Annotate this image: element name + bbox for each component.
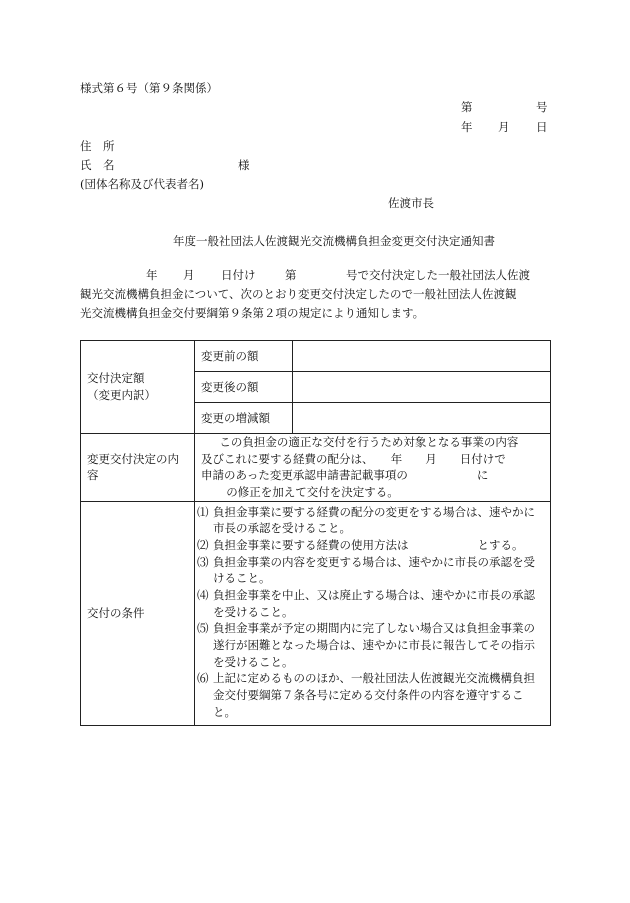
condition-text: 負担金事業に要する経費の使用方法は とする。 — [213, 538, 524, 553]
doc-number-gou: 号 — [536, 100, 548, 114]
diff-amount-value — [293, 403, 551, 434]
condition-item — [197, 587, 544, 620]
body-date: 日付け — [221, 268, 256, 282]
after-amount-value — [293, 372, 551, 403]
conditions-list — [197, 504, 544, 721]
amount-sublabel: （変更内訳） — [87, 388, 156, 402]
condition-item — [197, 620, 544, 670]
content-line: 申請のあった変更承認申請書記載事項の に — [201, 468, 489, 483]
content-line: この負担金の適正な交付を行うため対象となる事業の内容 — [219, 435, 519, 449]
date-day: 日 — [536, 120, 548, 134]
body-line3: 光交流機構負担金交付要綱第９条第２項の規定により通知します。 — [80, 306, 425, 320]
after-amount-label: 変更後の額 — [195, 372, 293, 403]
body-year: 年 — [146, 268, 158, 282]
condition-text: 負担金事業に要する経費の配分の変更をする場合は、速やかに市長の承認を受けること。 — [213, 504, 535, 536]
condition-text: 負担金事業の内容を変更する場合は、速やかに市長の承認を受けること。 — [213, 554, 535, 586]
condition-item — [197, 504, 544, 537]
condition-text: 負担金事業が予定の期間内に完了しない場合又は負担金事業の遂行が困難となった場合は、速やかに市長に報告してその指示を受けること。 — [213, 621, 535, 669]
condition-item — [197, 670, 544, 720]
date-month: 月 — [498, 120, 510, 134]
condition-number: ⑷ — [197, 588, 209, 603]
organization-note: (団体名称及び代表者名) — [80, 177, 204, 191]
body-line2: 観光交流機構負担金について、次のとおり変更交付決定したので一般社団法人佐渡観 — [80, 287, 517, 301]
condition-number: ⑸ — [197, 621, 209, 636]
content-cell — [195, 434, 551, 502]
date-year: 年 — [461, 120, 473, 134]
condition-text: 上記に定めるもののほか、一般社団法人佐渡観光交流機構負担金交付要綱第７条各号に定める交付条件の内容を遵守すること。 — [213, 671, 535, 719]
document-title: 年度一般社団法人佐渡観光交流機構負担金変更交付決定通知書 — [173, 234, 495, 248]
condition-number: ⑹ — [197, 671, 209, 686]
condition-item — [197, 537, 544, 554]
content-line: 及びこれに要する経費の配分は、 年 月 日付けで — [201, 451, 506, 466]
condition-item — [197, 554, 544, 587]
diff-amount-label: 変更の増減額 — [195, 403, 293, 434]
honorific-sama: 様 — [238, 158, 250, 172]
issuer: 佐渡市長 — [388, 196, 434, 210]
decision-table — [80, 340, 551, 726]
condition-text: 負担金事業を中止、又は廃止する場合は、速やかに市長の承認を受けること。 — [213, 588, 535, 619]
before-amount-value — [293, 341, 551, 372]
amount-label: 交付決定額 — [87, 371, 145, 386]
doc-number-dai: 第 — [461, 100, 473, 114]
before-amount-label: 変更前の額 — [195, 341, 293, 372]
conditions-cell — [195, 501, 551, 725]
content-label: 変更交付決定の内容 — [81, 434, 195, 502]
conditions-label: 交付の条件 — [81, 501, 195, 725]
body-dai: 第 — [285, 268, 297, 282]
form-label: 様式第６号（第９条関係） — [80, 81, 218, 95]
body-line1-rest: 号で交付決定した一般社団法人佐渡 — [346, 268, 530, 282]
condition-number: ⑴ — [197, 504, 209, 519]
condition-number: ⑶ — [197, 554, 209, 569]
condition-number: ⑵ — [197, 538, 209, 553]
content-line: の修正を加えて交付を決定する。 — [226, 485, 399, 500]
address-label: 住 所 — [80, 139, 115, 153]
body-month: 月 — [183, 268, 195, 282]
amount-label-cell — [81, 341, 195, 434]
name-label: 氏 名 — [80, 158, 115, 172]
